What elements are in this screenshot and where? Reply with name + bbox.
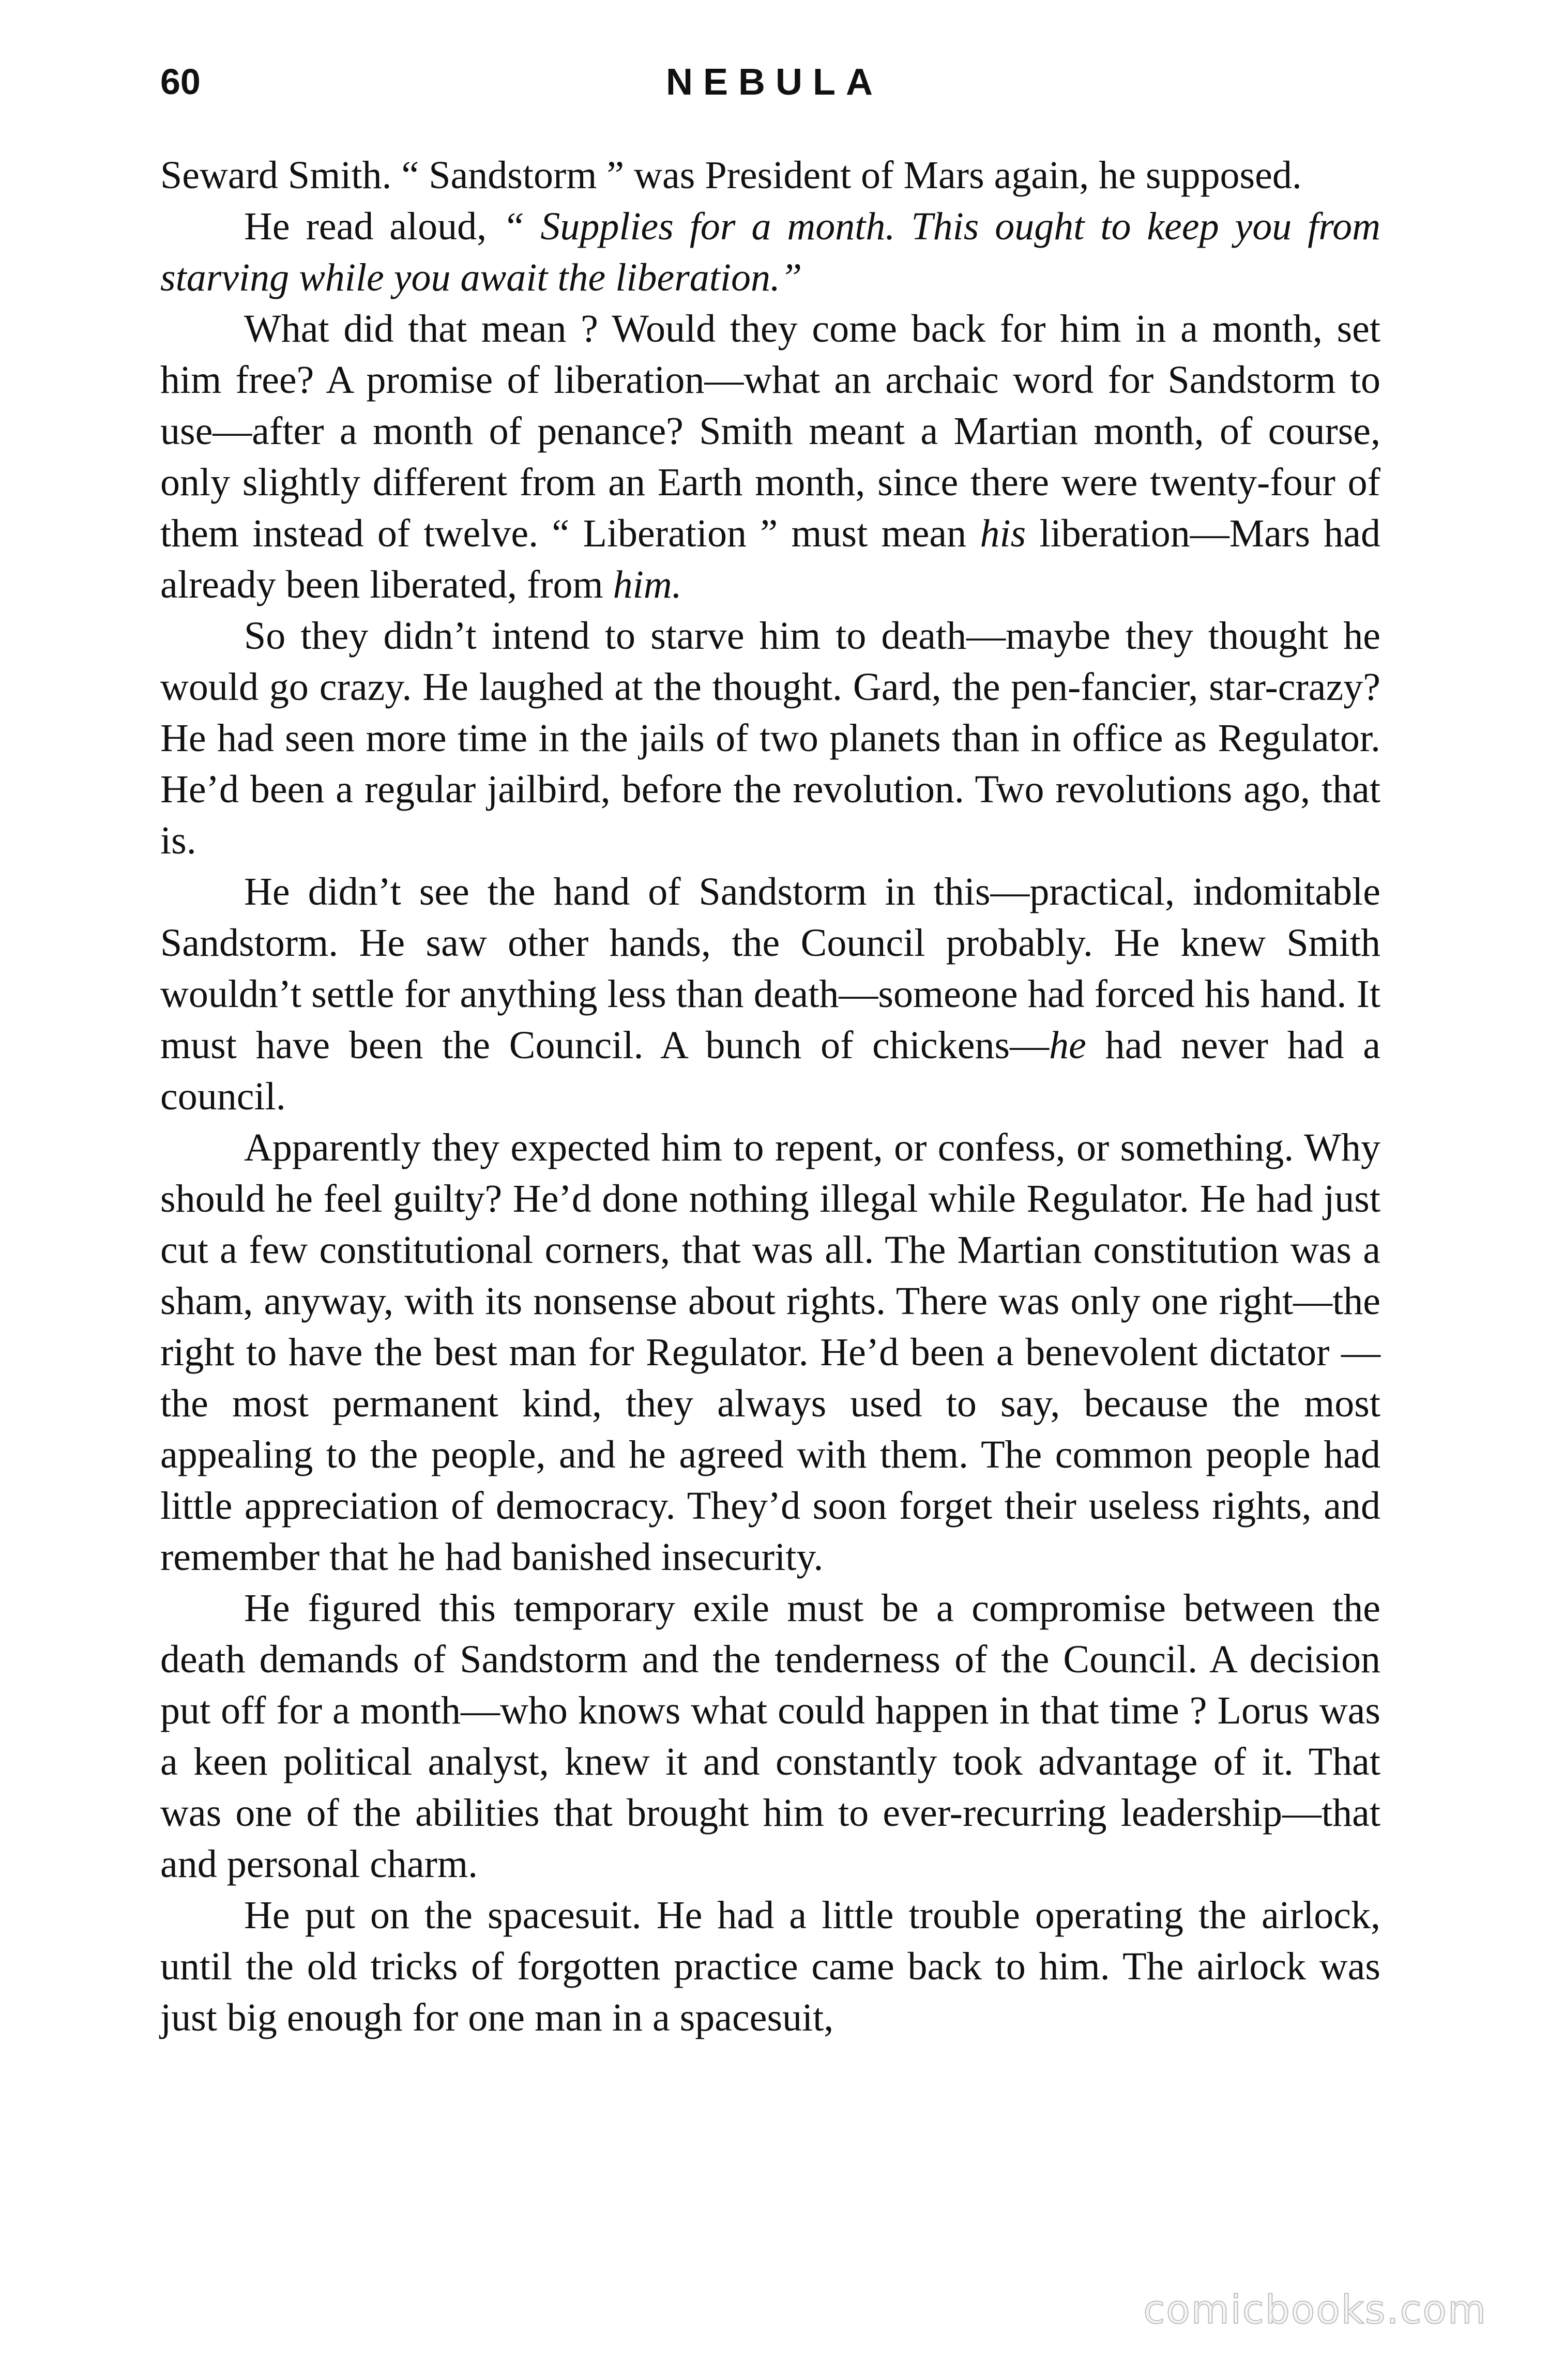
page-header [160,61,1389,118]
paragraph-text: What did that mean ? Would they come back for him in a month, set him free? A promise of liberation—what an archaic word for Sandstorm to use—after a month of penance? Smith meant a Martian month, of course, only slightly different from an Earth month, since there were twenty-four of them instead of twelve. “ Liberation ” must mean [160,307,1380,555]
paragraph [160,611,1380,866]
running-title: NEBULA [666,62,883,103]
italic-text: he [1049,1024,1086,1067]
paragraph-text: He figured this temporary exile must be a compromise between the death demands of Sandstorm and the tenderness of the Council. A decision put off for a month—who knows what could happen in that time ? Lorus was a keen political analyst, knew it and constantly took advantage of it. That was one of the abilities that brought him to ever-recurring leadership—that and personal charm. [160,1586,1380,1886]
paragraph-text: liberation—Mars had already been liberated, from [160,512,1380,606]
page-number: 60 [160,62,201,102]
paragraph [160,303,1380,611]
paragraph-text: He didn’t see the hand of Sandstorm in this—practical, indomitable Sandstorm. He saw other hands, the Council probably. He knew Smith wouldn’t settle for anything less than death—someone had forced his hand. It must have been the Council. A bunch of chickens— [160,870,1380,1067]
paragraph-text: Apparently they expected him to repent, or confess, or something. Why should he feel guilty? He’d done nothing illegal while Regulator. He had just cut a few constitutional corners, that was all. The Martian constitution was a sham, anyway, with its nonsense about rights. There was only one right—the right to have the best man for Regulator. He’d been a benevolent dictator —the most permanent kind, they always used to say, because the most appealing to the people, and he agreed with them. The common people had little appreciation of democracy. They’d soon forget their useless rights, and remember that he had banished insecurity. [160,1126,1380,1579]
italic-text: his [980,512,1026,555]
italic-text: him. [613,563,682,606]
watermark-text: comicbooks.com [1143,2286,1487,2332]
body-text [160,150,1380,2043]
paragraph-text: Seward Smith. “ Sandstorm ” was President of Mars again, he supposed. [160,154,1302,197]
paragraph-text: He read aloud, [244,205,503,248]
paragraph-text: had never had a council. [160,1024,1380,1118]
paragraph-text: So they didn’t intend to starve him to death—maybe they thought he would go crazy. He laughed at the thought. Gard, the pen-fancier, star-crazy? He had seen more time in the jails of two planets than in office as Regulator. He’d been a regular jailbird, before the revolution. Two revolutions ago, that is. [160,614,1380,862]
paragraph [160,201,1380,303]
paragraph [160,1890,1380,2043]
paragraph-text: He put on the spacesuit. He had a little trouble operating the airlock, until the old tricks of forgotten practice came back to him. The airlock was just big enough for one man in a spacesuit, [160,1894,1380,2039]
paragraph [160,866,1380,1122]
paragraph [160,1583,1380,1890]
paragraph [160,1122,1380,1583]
italic-text: “ Supplies for a month. This ought to keep you from starving while you await the liberation.” [160,205,1381,299]
paragraph [160,150,1380,201]
